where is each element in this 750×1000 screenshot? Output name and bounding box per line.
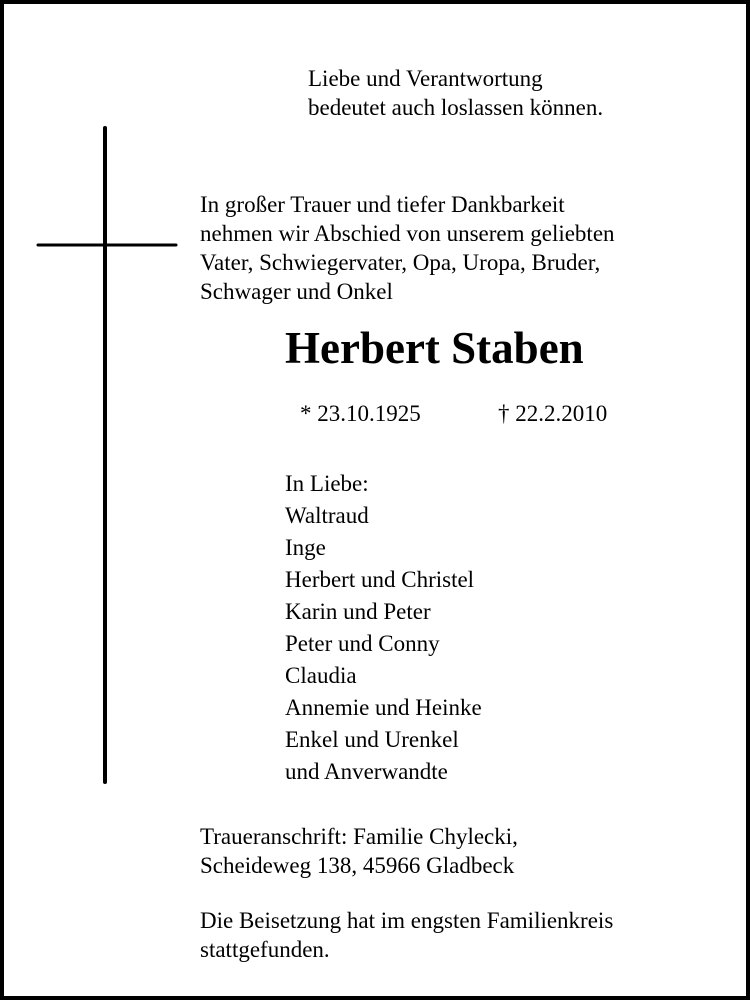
birth-date: * 23.10.1925 — [300, 401, 421, 426]
funeral-line: Die Beisetzung hat im engsten Familienkreis — [200, 908, 614, 933]
mourner-name: und Anverwandte — [285, 759, 448, 784]
motto-line: Liebe und Verantwortung — [308, 66, 543, 91]
mourning-address — [200, 822, 518, 880]
intro-line: In großer Trauer und tiefer Dankbarkeit — [200, 192, 565, 217]
deceased-name: Herbert Staben — [285, 323, 584, 373]
mourner-name: Herbert und Christel — [285, 567, 475, 592]
mourner-name: Claudia — [285, 663, 357, 688]
motto-line: bedeutet auch loslassen können. — [308, 95, 604, 120]
cross-icon — [4, 4, 204, 804]
intro-text — [200, 190, 615, 306]
mourner-name: Enkel und Urenkel — [285, 727, 459, 752]
address-line: Traueranschrift: Familie Chylecki, — [200, 824, 518, 849]
funeral-note — [200, 906, 613, 964]
intro-line: Schwager und Onkel — [200, 279, 393, 304]
intro-line: nehmen wir Abschied von unserem geliebten — [200, 221, 615, 246]
funeral-line: stattgefunden. — [200, 937, 330, 962]
mourner-name: Karin und Peter — [285, 599, 431, 624]
mourner-name: Annemie und Heinke — [285, 695, 482, 720]
mourners-heading: In Liebe: — [285, 471, 369, 496]
mourners-list — [285, 468, 482, 788]
mourner-name: Inge — [285, 535, 326, 560]
mourner-name: Waltraud — [285, 503, 369, 528]
intro-line: Vater, Schwiegervater, Opa, Uropa, Bruder, — [200, 250, 601, 275]
motto — [308, 64, 603, 122]
mourner-name: Peter und Conny — [285, 631, 440, 656]
death-date: † 22.2.2010 — [498, 401, 608, 426]
address-line: Scheideweg 138, 45966 Gladbeck — [200, 853, 515, 878]
